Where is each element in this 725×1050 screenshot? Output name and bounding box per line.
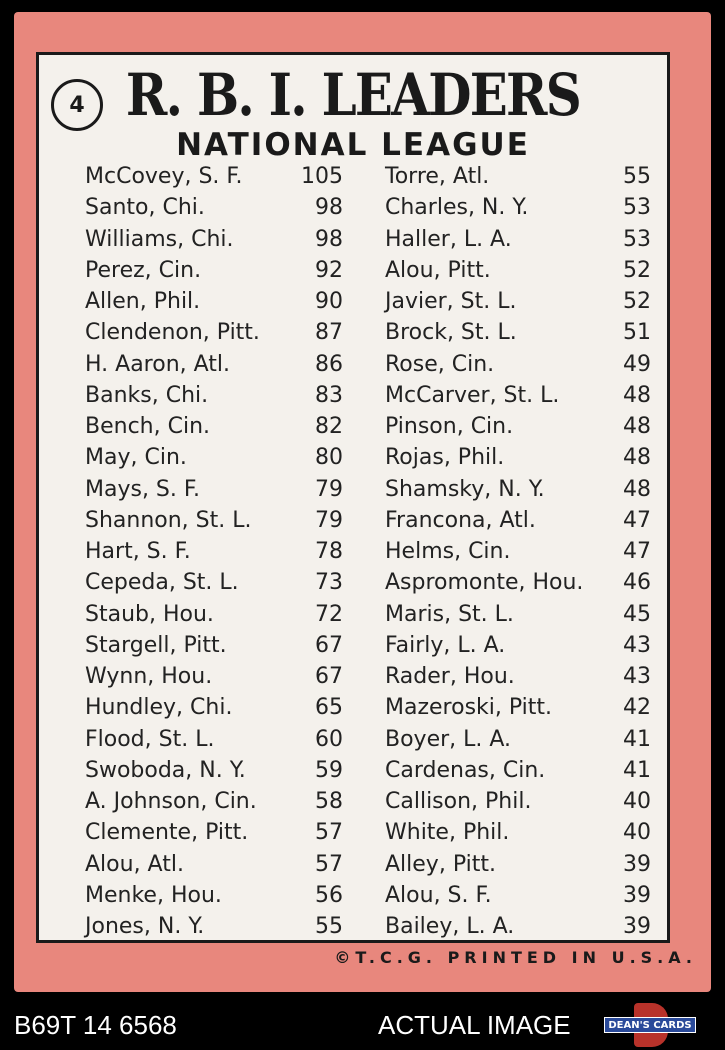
leader-row: [85, 536, 343, 567]
player-name: Hundley, Chi.: [85, 695, 233, 721]
rbi-value: 87: [315, 320, 343, 346]
player-name: Maris, St. L.: [385, 601, 514, 627]
leader-row: [385, 411, 651, 442]
logo-text: DEAN'S CARDS: [604, 1017, 696, 1033]
player-name: Bench, Cin.: [85, 414, 211, 440]
player-name: Alou, Pitt.: [385, 257, 491, 283]
rbi-value: 72: [315, 601, 343, 627]
rbi-value: 90: [315, 289, 343, 315]
leader-row: [85, 317, 343, 348]
player-name: McCarver, St. L.: [385, 382, 560, 408]
rbi-value: 48: [623, 414, 651, 440]
leader-row: [385, 630, 651, 661]
player-name: Mays, S. F.: [85, 476, 200, 502]
player-name: Javier, St. L.: [385, 289, 517, 315]
player-name: Helms, Cin.: [385, 539, 511, 565]
leader-row: [85, 817, 343, 848]
rbi-value: 83: [315, 382, 343, 408]
rbi-value: 55: [623, 164, 651, 190]
player-name: Aspromonte, Hou.: [385, 570, 584, 596]
leader-row: [85, 661, 343, 692]
leader-row: [385, 286, 651, 317]
rbi-value: 48: [623, 445, 651, 471]
leader-row: [85, 474, 343, 505]
leader-row: [85, 380, 343, 411]
card-title: R. B. I. LEADERS: [125, 61, 581, 129]
rbi-value: 53: [623, 226, 651, 252]
leader-row: [85, 724, 343, 755]
leader-row: [385, 880, 651, 911]
player-name: Hart, S. F.: [85, 539, 191, 565]
rbi-value: 73: [315, 570, 343, 596]
leader-row: [85, 599, 343, 630]
player-name: Brock, St. L.: [385, 320, 517, 346]
rbi-value: 48: [623, 476, 651, 502]
rbi-value: 58: [315, 789, 343, 815]
rbi-value: 39: [623, 851, 651, 877]
player-name: Charles, N. Y.: [385, 195, 529, 221]
player-name: Cepeda, St. L.: [85, 570, 239, 596]
player-name: Swoboda, N. Y.: [85, 757, 246, 783]
rbi-value: 59: [315, 757, 343, 783]
rbi-value: 51: [623, 320, 651, 346]
player-name: Banks, Chi.: [85, 382, 209, 408]
rbi-value: 52: [623, 289, 651, 315]
player-name: Shannon, St. L.: [85, 507, 252, 533]
leader-row: [385, 192, 651, 223]
player-name: Alley, Pitt.: [385, 851, 496, 877]
player-name: Francona, Atl.: [385, 507, 536, 533]
leader-row: [385, 536, 651, 567]
leader-row: [85, 786, 343, 817]
item-code: B69T 14 6568: [14, 1010, 177, 1040]
player-name: Staub, Hou.: [85, 601, 214, 627]
leader-row: [85, 692, 343, 723]
player-name: McCovey, S. F.: [85, 164, 243, 190]
rbi-value: 80: [315, 445, 343, 471]
leader-row: [385, 474, 651, 505]
rbi-value: 79: [315, 476, 343, 502]
rbi-value: 92: [315, 257, 343, 283]
left-leaders-column: [85, 161, 343, 942]
rbi-value: 82: [315, 414, 343, 440]
rbi-value: 57: [315, 820, 343, 846]
leader-row: [385, 911, 651, 942]
rbi-value: 39: [623, 882, 651, 908]
leader-row: [385, 317, 651, 348]
player-name: Jones, N. Y.: [85, 914, 205, 940]
deans-cards-logo: [604, 1003, 696, 1047]
rbi-value: 39: [623, 914, 651, 940]
player-name: A. Johnson, Cin.: [85, 789, 257, 815]
player-name: Clemente, Pitt.: [85, 820, 249, 846]
player-name: Callison, Phil.: [385, 789, 532, 815]
leader-row: [85, 161, 343, 192]
card-back: [14, 12, 711, 992]
player-name: Flood, St. L.: [85, 726, 215, 752]
right-leaders-column: [385, 161, 651, 942]
rbi-value: 57: [315, 851, 343, 877]
player-name: Rojas, Phil.: [385, 445, 505, 471]
leader-row: [385, 442, 651, 473]
player-name: Cardenas, Cin.: [385, 757, 546, 783]
leader-row: [385, 817, 651, 848]
rbi-value: 41: [623, 757, 651, 783]
actual-image-label: ACTUAL IMAGE: [378, 1010, 571, 1040]
rbi-value: 47: [623, 507, 651, 533]
rbi-value: 40: [623, 820, 651, 846]
leader-row: [385, 849, 651, 880]
player-name: Stargell, Pitt.: [85, 632, 227, 658]
player-name: Alou, Atl.: [85, 851, 184, 877]
rbi-value: 40: [623, 789, 651, 815]
leader-row: [385, 380, 651, 411]
rbi-value: 67: [315, 632, 343, 658]
rbi-value: 105: [301, 164, 343, 190]
player-name: Williams, Chi.: [85, 226, 234, 252]
leader-row: [385, 786, 651, 817]
player-name: Shamsky, N. Y.: [385, 476, 545, 502]
rbi-value: 56: [315, 882, 343, 908]
leader-row: [385, 567, 651, 598]
leader-row: [385, 505, 651, 536]
rbi-value: 47: [623, 539, 651, 565]
leader-row: [385, 161, 651, 192]
player-name: May, Cin.: [85, 445, 187, 471]
card-number-badge: 4: [51, 79, 103, 131]
leader-row: [85, 849, 343, 880]
card-panel: [36, 52, 670, 943]
rbi-value: 48: [623, 382, 651, 408]
player-name: Rader, Hou.: [385, 664, 515, 690]
player-name: Bailey, L. A.: [385, 914, 515, 940]
leader-row: [85, 224, 343, 255]
leader-row: [85, 442, 343, 473]
player-name: Allen, Phil.: [85, 289, 201, 315]
card-subtitle: NATIONAL LEAGUE: [176, 127, 530, 163]
leader-row: [85, 286, 343, 317]
leader-row: [385, 255, 651, 286]
player-name: Torre, Atl.: [385, 164, 490, 190]
rbi-value: 98: [315, 226, 343, 252]
leader-row: [85, 567, 343, 598]
player-name: Wynn, Hou.: [85, 664, 213, 690]
player-name: Fairly, L. A.: [385, 632, 506, 658]
rbi-value: 41: [623, 726, 651, 752]
leader-row: [385, 724, 651, 755]
rbi-value: 98: [315, 195, 343, 221]
leader-row: [385, 224, 651, 255]
player-name: Perez, Cin.: [85, 257, 202, 283]
player-name: Mazeroski, Pitt.: [385, 695, 553, 721]
leader-row: [85, 911, 343, 942]
leader-row: [85, 630, 343, 661]
copyright-line: ©T.C.G. PRINTED IN U.S.A.: [334, 948, 697, 967]
leader-row: [85, 349, 343, 380]
rbi-value: 46: [623, 570, 651, 596]
player-name: Santo, Chi.: [85, 195, 205, 221]
leader-row: [85, 255, 343, 286]
rbi-value: 65: [315, 695, 343, 721]
leader-row: [85, 411, 343, 442]
player-name: White, Phil.: [385, 820, 510, 846]
leader-row: [385, 599, 651, 630]
rbi-value: 43: [623, 632, 651, 658]
leader-row: [85, 755, 343, 786]
player-name: Haller, L. A.: [385, 226, 512, 252]
player-name: Menke, Hou.: [85, 882, 222, 908]
leader-row: [385, 661, 651, 692]
rbi-value: 49: [623, 351, 651, 377]
leader-row: [385, 755, 651, 786]
leader-row: [385, 349, 651, 380]
player-name: Rose, Cin.: [385, 351, 495, 377]
rbi-value: 42: [623, 695, 651, 721]
player-name: Clendenon, Pitt.: [85, 320, 260, 346]
player-name: Alou, S. F.: [385, 882, 492, 908]
rbi-value: 45: [623, 601, 651, 627]
rbi-value: 78: [315, 539, 343, 565]
leader-row: [85, 505, 343, 536]
rbi-value: 53: [623, 195, 651, 221]
rbi-value: 43: [623, 664, 651, 690]
leader-row: [85, 192, 343, 223]
rbi-value: 86: [315, 351, 343, 377]
rbi-value: 52: [623, 257, 651, 283]
leader-row: [385, 692, 651, 723]
rbi-value: 79: [315, 507, 343, 533]
rbi-value: 67: [315, 664, 343, 690]
rbi-value: 55: [315, 914, 343, 940]
player-name: Boyer, L. A.: [385, 726, 512, 752]
player-name: H. Aaron, Atl.: [85, 351, 231, 377]
leader-row: [85, 880, 343, 911]
player-name: Pinson, Cin.: [385, 414, 514, 440]
rbi-value: 60: [315, 726, 343, 752]
